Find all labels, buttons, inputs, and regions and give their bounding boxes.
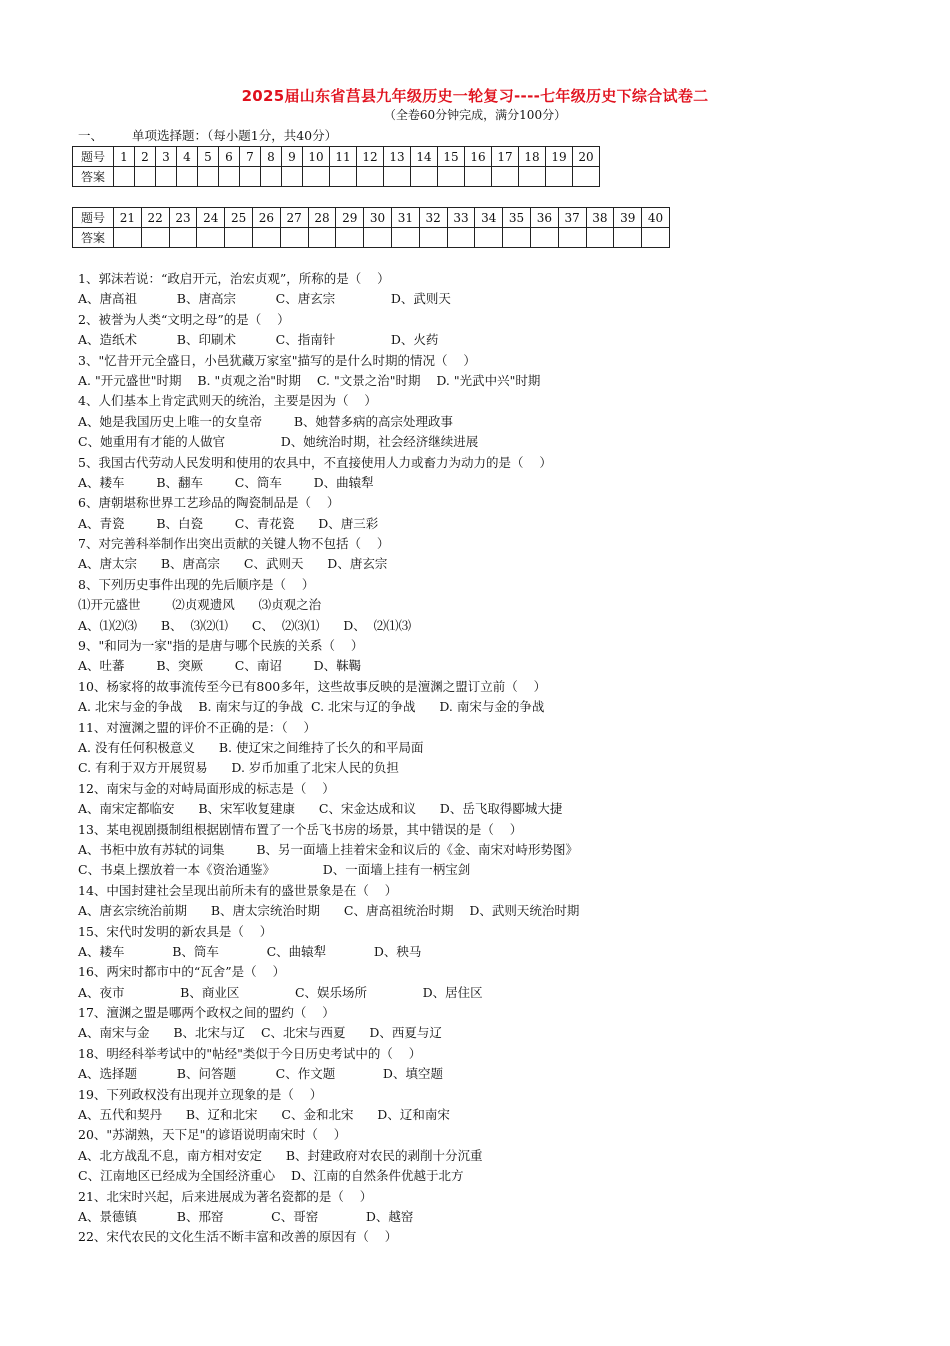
answer-cell[interactable]	[586, 228, 614, 248]
question-options: A、造纸术 B、印刷术 C、指南针 D、火药	[78, 332, 439, 348]
answer-table-2-number-cell: 33	[447, 208, 475, 228]
answer-table-2-number-cell: 34	[475, 208, 503, 228]
answer-table-1-number-cell: 1	[114, 147, 135, 167]
question-options: A、青瓷 B、白瓷 C、青花瓷 D、唐三彩	[78, 515, 379, 531]
answer-table-2-number-row	[73, 208, 670, 228]
answer-table-2-number-cell: 23	[169, 208, 197, 228]
question-stem: 6、唐朝堪称世界工艺珍品的陶瓷制品是（ ）	[78, 495, 340, 511]
answer-table-2-number-cell: 24	[197, 208, 225, 228]
question-options: A、选择题 B、问答题 C、作文题 D、填空题	[78, 1066, 443, 1082]
answer-table-1-number-cell: 5	[198, 147, 219, 167]
question-stem: 17、澶渊之盟是哪两个政权之间的盟约（ ）	[78, 1005, 335, 1021]
answer-cell[interactable]	[261, 167, 282, 187]
answer-cell[interactable]	[114, 228, 142, 248]
question-options: A、景德镇 B、邢窑 C、哥窑 D、越窑	[78, 1208, 414, 1224]
question-stem: 18、明经科举考试中的"帖经"类似于今日历史考试中的（ ）	[78, 1045, 422, 1061]
answer-table-1-number-cell: 20	[573, 147, 600, 167]
question-stem: 15、宋代时发明的新农具是（ ）	[78, 923, 273, 939]
answer-cell[interactable]	[198, 167, 219, 187]
answer-table-2-number-cell: 28	[308, 208, 336, 228]
section-heading	[78, 126, 337, 144]
question-options: C、书桌上摆放着一本《资治通鉴》 D、一面墙上挂有一柄宝剑	[78, 862, 471, 878]
question-stem: 1、郭沫若说：“政启开元，治宏贞观”，所称的是（ ）	[78, 271, 390, 286]
answer-cell[interactable]	[530, 228, 558, 248]
answer-cell[interactable]	[282, 167, 303, 187]
answer-cell[interactable]	[156, 167, 177, 187]
answer-cell[interactable]	[438, 167, 465, 187]
answer-table-1-number-row	[73, 147, 600, 167]
answer-table-2-number-cell: 25	[225, 208, 253, 228]
question-events: ⑴开元盛世 ⑵贞观遗风 ⑶贞观之治	[78, 597, 322, 613]
question-stem: 9、"和同为一家"指的是唐与哪个民族的关系（ ）	[78, 638, 364, 654]
answer-cell[interactable]	[303, 167, 330, 187]
question-stem: 13、某电视剧摄制组根据剧情布置了一个岳飞书房的场景，其中错误的是（ ）	[78, 821, 523, 837]
answer-table-2-number-header: 题号	[73, 208, 114, 228]
answer-cell[interactable]	[447, 228, 475, 248]
question-stem: 12、南宋与金的对峙局面形成的标志是（ ）	[78, 780, 335, 796]
answer-cell[interactable]	[252, 228, 280, 248]
question-options: A、南宋与金 B、北宋与辽 C、北宋与西夏 D、西夏与辽	[78, 1025, 442, 1041]
answer-cell[interactable]	[492, 167, 519, 187]
question-options: A、五代和契丹 B、辽和北宋 C、金和北宋 D、辽和南宋	[78, 1107, 450, 1123]
exam-subtitle: （全卷60分钟完成，满分100分）	[383, 108, 567, 122]
question-stem: 16、两宋时都市中的“瓦舍”是（ ）	[78, 964, 286, 980]
answer-cell[interactable]	[503, 228, 531, 248]
answer-table-2-number-cell: 37	[558, 208, 586, 228]
answer-cell[interactable]	[357, 167, 384, 187]
answer-cell[interactable]	[364, 228, 392, 248]
answer-table-1-number-cell: 14	[411, 147, 438, 167]
answer-table-1-number-cell: 19	[546, 147, 573, 167]
question-stem: 22、宋代农民的文化生活不断丰富和改善的原因有（ ）	[78, 1229, 398, 1245]
question-stem: 7、对完善科举制作出突出贡献的关键人物不包括（ ）	[78, 536, 390, 552]
answer-table-1-number-cell: 9	[282, 147, 303, 167]
answer-cell[interactable]	[614, 228, 642, 248]
answer-cell[interactable]	[308, 228, 336, 248]
answer-cell[interactable]	[411, 167, 438, 187]
question-stem: 5、我国古代劳动人民发明和使用的农具中，不直接使用人力或畜力为动力的是（ ）	[78, 454, 552, 470]
answer-table-2-number-cell: 27	[280, 208, 308, 228]
question-options: A. "开元盛世"时期 B. "贞观之治"时期 C. "文景之治"时期 D. "光武中兴"时期	[78, 372, 541, 388]
answer-table-2-answer-header: 答案	[73, 228, 114, 248]
question-stem: 11、对澶渊之盟的评价不正确的是：（ ）	[78, 719, 317, 735]
question-stem: 4、人们基本上肯定武则天的统治，主要是因为（ ）	[78, 393, 377, 409]
answer-table-2	[72, 207, 670, 248]
answer-table-1-number-cell: 18	[519, 147, 546, 167]
answer-table-2-number-cell: 21	[114, 208, 142, 228]
answer-table-1-number-cell: 7	[240, 147, 261, 167]
answer-cell[interactable]	[573, 167, 600, 187]
answer-table-1-number-cell: 3	[156, 147, 177, 167]
answer-cell[interactable]	[225, 228, 253, 248]
answer-cell[interactable]	[177, 167, 198, 187]
answer-table-2-number-cell: 36	[530, 208, 558, 228]
answer-cell[interactable]	[240, 167, 261, 187]
answer-cell[interactable]	[330, 167, 357, 187]
question-options: A. 没有任何积极意义 B. 使辽宋之间维持了长久的和平局面	[78, 739, 424, 755]
answer-cell[interactable]	[475, 228, 503, 248]
answer-table-1-number-cell: 17	[492, 147, 519, 167]
answer-table-1-answer-header: 答案	[73, 167, 114, 187]
answer-table-2-number-cell: 30	[364, 208, 392, 228]
section-label: 单项选择题：（每小题1分，共40分）	[132, 128, 338, 143]
answer-cell[interactable]	[642, 228, 670, 248]
answer-cell[interactable]	[546, 167, 573, 187]
question-list	[78, 269, 898, 1248]
question-options: A、书柜中放有苏轼的词集 B、另一面墙上挂着宋金和议后的《金、南宋对峙形势图》	[78, 841, 579, 857]
answer-cell[interactable]	[135, 167, 156, 187]
question-options: A、唐玄宗统治前期 B、唐太宗统治时期 C、唐高祖统治时期 D、武则天统治时期	[78, 903, 580, 919]
answer-table-1-number-cell: 2	[135, 147, 156, 167]
question-options: A. 北宋与金的争战 B. 南宋与辽的争战 C. 北宋与辽的争战 D. 南宋与金的争战	[78, 699, 545, 715]
question-options: A、她是我国历史上唯一的女皇帝 B、她替多病的高宗处理政事	[78, 413, 454, 429]
question-stem: 20、"苏湖熟，天下足"的谚语说明南宋时（ ）	[78, 1127, 347, 1143]
answer-table-1-number-cell: 15	[438, 147, 465, 167]
question-stem: 8、下列历史事件出现的先后顺序是（ ）	[78, 576, 315, 592]
answer-cell[interactable]	[280, 228, 308, 248]
answer-cell[interactable]	[114, 167, 135, 187]
answer-cell[interactable]	[219, 167, 240, 187]
question-options: A、耧车 B、筒车 C、曲辕犁 D、秧马	[78, 943, 422, 959]
answer-table-1-number-cell: 11	[330, 147, 357, 167]
answer-cell[interactable]	[465, 167, 492, 187]
answer-table-2-number-cell: 40	[642, 208, 670, 228]
answer-table-1-answer-row	[73, 167, 600, 187]
answer-cell[interactable]	[141, 228, 169, 248]
question-options: A、⑴⑵⑶ B、 ⑶⑵⑴ C、 ⑵⑶⑴ D、 ⑵⑴⑶	[78, 617, 412, 633]
question-stem: 19、下列政权没有出现并立现象的是（ ）	[78, 1086, 323, 1102]
question-options: A、北方战乱不息，南方相对安定 B、封建政府对农民的剥削十分沉重	[78, 1147, 483, 1163]
question-options: A、吐蕃 B、突厥 C、南诏 D、靺鞨	[78, 658, 362, 674]
answer-table-2-number-cell: 22	[141, 208, 169, 228]
answer-table-1-number-cell: 6	[219, 147, 240, 167]
question-stem: 21、北宋时兴起，后来进展成为著名瓷都的是（ ）	[78, 1188, 373, 1204]
answer-table-2-number-cell: 38	[586, 208, 614, 228]
question-options: A、唐高祖 B、唐高宗 C、唐玄宗 D、武则天	[78, 291, 451, 307]
answer-table-2-answer-row	[73, 228, 670, 248]
answer-cell[interactable]	[384, 167, 411, 187]
answer-table-1	[72, 146, 600, 187]
answer-cell[interactable]	[336, 228, 364, 248]
answer-cell[interactable]	[391, 228, 419, 248]
answer-table-1-number-cell: 8	[261, 147, 282, 167]
answer-table-1-number-cell: 16	[465, 147, 492, 167]
answer-table-1-number-cell: 12	[357, 147, 384, 167]
question-options: C. 有利于双方开展贸易 D. 岁币加重了北宋人民的负担	[78, 760, 399, 776]
answer-table-2-number-cell: 32	[419, 208, 447, 228]
question-stem: 2、被誉为人类“文明之母”的是（ ）	[78, 311, 290, 327]
answer-table-1-number-header: 题号	[73, 147, 114, 167]
question-stem: 14、中国封建社会呈现出前所未有的盛世景象是在（ ）	[78, 882, 398, 898]
question-options: C、江南地区已经成为全国经济重心 D、江南的自然条件优越于北方	[78, 1168, 464, 1184]
answer-table-2-number-cell: 29	[336, 208, 364, 228]
answer-table-1-number-cell: 13	[384, 147, 411, 167]
answer-cell[interactable]	[519, 167, 546, 187]
answer-table-2-number-cell: 35	[503, 208, 531, 228]
section-number: 一、	[78, 128, 104, 143]
answer-table-1-number-cell: 10	[303, 147, 330, 167]
exam-title: 2025届山东省莒县九年级历史一轮复习----七年级历史下综合试卷二	[241, 87, 709, 105]
question-options: A、南宋定都临安 B、宋军收复建康 C、宋金达成和议 D、岳飞取得郾城大捷	[78, 801, 563, 817]
answer-table-1-number-cell: 4	[177, 147, 198, 167]
answer-table-2-number-cell: 39	[614, 208, 642, 228]
question-options: A、夜市 B、商业区 C、娱乐场所 D、居住区	[78, 984, 483, 1000]
answer-cell[interactable]	[419, 228, 447, 248]
answer-cell[interactable]	[169, 228, 197, 248]
answer-table-2-number-cell: 31	[391, 208, 419, 228]
question-options: C、她重用有才能的人做官 D、她统治时期，社会经济继续进展	[78, 434, 479, 450]
answer-table-2-number-cell: 26	[252, 208, 280, 228]
question-options: A、耧车 B、翻车 C、筒车 D、曲辕犁	[78, 474, 374, 490]
answer-cell[interactable]	[558, 228, 586, 248]
answer-cell[interactable]	[197, 228, 225, 248]
question-stem: 3、"忆昔开元全盛日，小邑犹藏万家室"描写的是什么时期的情况（ ）	[78, 352, 476, 368]
question-stem: 10、杨家将的故事流传至今已有800多年，这些故事反映的是澶渊之盟订立前（ ）	[78, 678, 547, 694]
question-options: A、唐太宗 B、唐高宗 C、武则天 D、唐玄宗	[78, 556, 388, 572]
